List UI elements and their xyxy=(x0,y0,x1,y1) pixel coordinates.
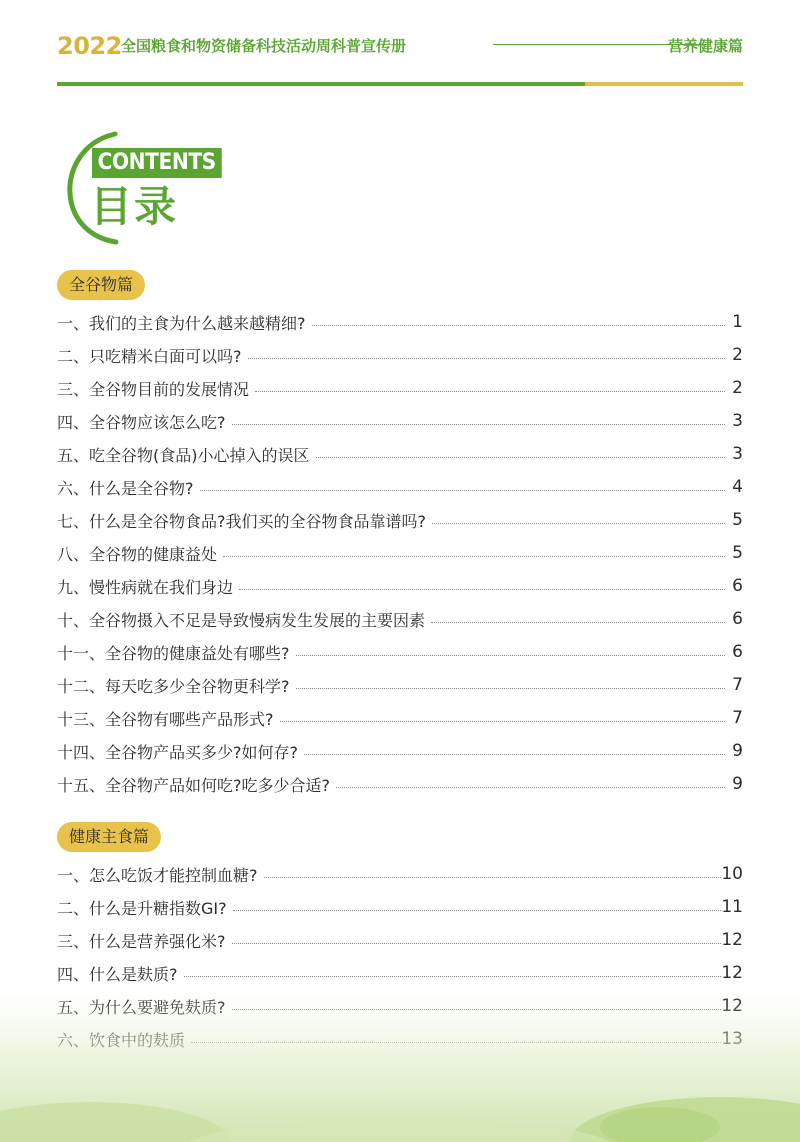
toc-row[interactable] xyxy=(57,343,743,367)
toc-row[interactable] xyxy=(57,541,743,565)
toc-row[interactable] xyxy=(57,772,743,796)
header-year: 2022 xyxy=(57,32,122,60)
dot-leader xyxy=(280,721,726,722)
dot-leader xyxy=(223,556,725,557)
toc-row[interactable] xyxy=(57,706,743,730)
contents-label-en: CONTENTS xyxy=(92,148,221,178)
header-section: 营养健康篇 xyxy=(667,37,743,55)
footer-leaf-decoration xyxy=(0,992,800,1142)
toc-row-page: 10 xyxy=(721,864,743,884)
header-bar-gold xyxy=(585,82,743,86)
toc-row[interactable] xyxy=(57,673,743,697)
toc-row[interactable] xyxy=(57,508,743,532)
toc-row[interactable] xyxy=(57,574,743,598)
toc-row-page: 7 xyxy=(732,675,743,695)
dot-leader xyxy=(232,424,726,425)
dot-leader xyxy=(239,589,725,590)
toc-row-page: 6 xyxy=(732,609,743,629)
toc-row-title: 六、什么是全谷物? xyxy=(57,478,194,498)
toc-row-title: 五、吃全谷物(食品)小心掉入的误区 xyxy=(57,445,310,465)
dot-leader xyxy=(316,457,726,458)
toc-row-title: 十三、全谷物有哪些产品形式? xyxy=(57,709,274,729)
contents-label-cn: 目录 xyxy=(90,182,179,231)
toc-row-page: 3 xyxy=(732,411,743,431)
toc-row-title: 四、什么是麸质? xyxy=(57,964,178,984)
page-header xyxy=(57,30,743,60)
toc-row-page: 7 xyxy=(732,708,743,728)
dot-leader xyxy=(255,391,725,392)
toc-row[interactable] xyxy=(57,475,743,499)
toc-row-title: 十二、每天吃多少全谷物更科学? xyxy=(57,676,290,696)
toc-row-title: 三、全谷物目前的发展情况 xyxy=(57,379,250,399)
toc-row-page: 2 xyxy=(732,345,743,365)
toc-row-page: 11 xyxy=(721,897,743,917)
header-title: 全国粮食和物资储备科技活动周科普宣传册 xyxy=(121,37,407,55)
toc-row-page: 5 xyxy=(732,510,743,530)
toc-row-page: 12 xyxy=(721,963,743,983)
toc-row-page: 2 xyxy=(732,378,743,398)
dot-leader xyxy=(184,976,722,977)
toc-row-title: 三、什么是营养强化米? xyxy=(57,931,226,951)
toc-row-title: 二、什么是升糖指数GI? xyxy=(57,898,227,918)
toc-row-title: 十一、全谷物的健康益处有哪些? xyxy=(57,643,290,663)
toc-row[interactable] xyxy=(57,442,743,466)
toc-row-page: 12 xyxy=(721,930,743,950)
contents-heading xyxy=(60,128,260,248)
toc-row[interactable] xyxy=(57,607,743,631)
toc-row[interactable] xyxy=(57,640,743,664)
toc-row-title: 十五、全谷物产品如何吃?吃多少合适? xyxy=(57,775,330,795)
toc-row-title: 十四、全谷物产品买多少?如何存? xyxy=(57,742,298,762)
toc-row-page: 1 xyxy=(732,312,743,332)
toc-row[interactable] xyxy=(57,928,743,952)
toc-row[interactable] xyxy=(57,376,743,400)
toc-row-title: 十、全谷物摄入不足是导致慢病发生发展的主要因素 xyxy=(57,610,426,630)
dot-leader xyxy=(264,877,722,878)
toc-row-page: 6 xyxy=(732,576,743,596)
toc-row-title: 九、慢性病就在我们身边 xyxy=(57,577,234,597)
dot-leader xyxy=(233,910,722,911)
dot-leader xyxy=(312,325,726,326)
toc-row-page: 3 xyxy=(732,444,743,464)
toc-row[interactable] xyxy=(57,862,743,886)
toc-row-page: 9 xyxy=(732,741,743,761)
toc-row-page: 9 xyxy=(732,774,743,794)
dot-leader xyxy=(432,523,725,524)
section-pill-whole-grain: 全谷物篇 xyxy=(57,270,145,300)
toc-row-page: 5 xyxy=(732,543,743,563)
toc-row[interactable] xyxy=(57,409,743,433)
toc-row[interactable] xyxy=(57,895,743,919)
toc-row-title: 一、怎么吃饭才能控制血糖? xyxy=(57,865,258,885)
dot-leader xyxy=(296,688,726,689)
toc-row-title: 二、只吃精米白面可以吗? xyxy=(57,346,242,366)
toc-row-page: 4 xyxy=(732,477,743,497)
toc-row-title: 七、什么是全谷物食品?我们买的全谷物食品靠谱吗? xyxy=(57,511,426,531)
dot-leader xyxy=(304,754,725,755)
toc-row[interactable] xyxy=(57,310,743,334)
toc-row-title: 四、全谷物应该怎么吃? xyxy=(57,412,226,432)
toc-row[interactable] xyxy=(57,961,743,985)
dot-leader xyxy=(248,358,726,359)
section-pill-staple-food: 健康主食篇 xyxy=(57,822,161,852)
toc-row[interactable] xyxy=(57,739,743,763)
toc-row-page: 6 xyxy=(732,642,743,662)
toc-row-title: 八、全谷物的健康益处 xyxy=(57,544,218,564)
dot-leader xyxy=(200,490,726,491)
header-bar-green xyxy=(57,82,585,86)
toc-row-title: 一、我们的主食为什么越来越精细? xyxy=(57,313,306,333)
dot-leader xyxy=(336,787,725,788)
dot-leader xyxy=(431,622,725,623)
dot-leader xyxy=(296,655,726,656)
dot-leader xyxy=(232,943,722,944)
